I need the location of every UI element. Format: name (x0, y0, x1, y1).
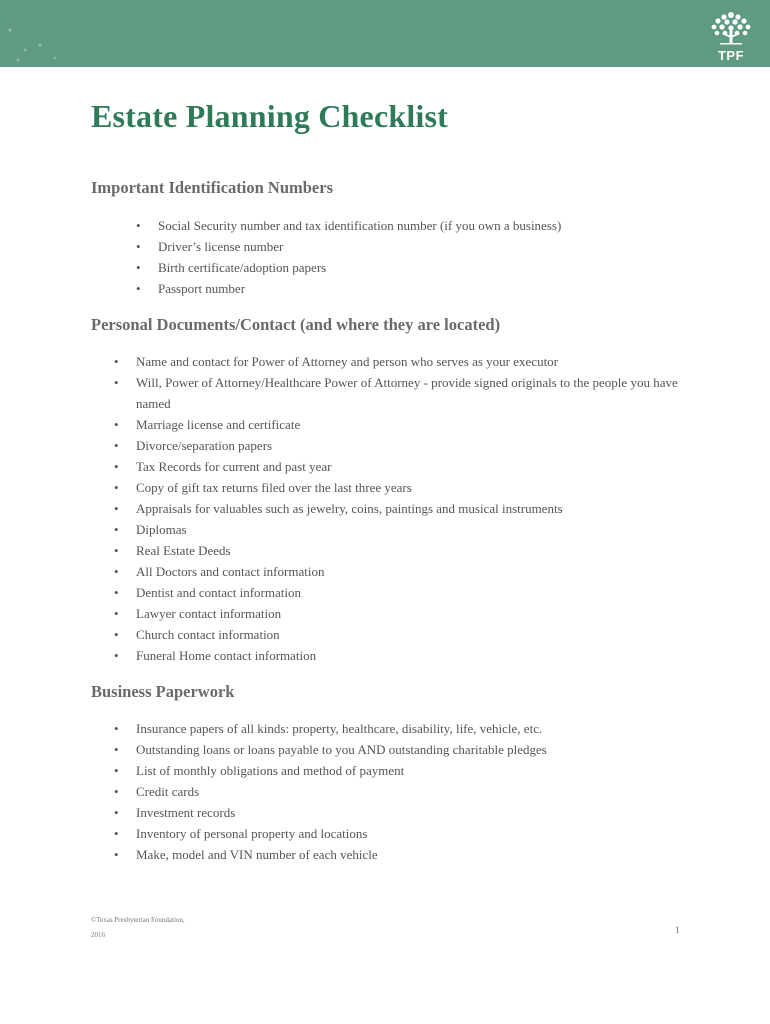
bullet-icon: • (114, 417, 119, 432)
bullet-icon: • (136, 218, 141, 233)
bullet-icon: • (114, 585, 119, 600)
list-item: • Outstanding loans or loans payable to you AND outstanding charitable pledges (136, 739, 696, 760)
list-item: • Name and contact for Power of Attorney and person who serves as your executor (136, 351, 696, 372)
bullet-icon: • (114, 648, 119, 663)
bullet-icon: • (114, 501, 119, 516)
list-item: • List of monthly obligations and method of payment (136, 760, 696, 781)
business-paperwork-list (114, 718, 696, 865)
list-item: • Passport number (158, 278, 718, 299)
bullet-icon: • (136, 281, 141, 296)
bullet-icon: • (114, 459, 119, 474)
bullet-icon: • (114, 784, 119, 799)
bullet-icon: • (136, 239, 141, 254)
bullet-icon: • (114, 522, 119, 537)
header-banner (0, 0, 770, 67)
list-item: • Driver’s license number (158, 236, 718, 257)
bullet-icon: • (114, 763, 119, 778)
list-item: • Investment records (136, 802, 696, 823)
list-item: • Appraisals for valuables such as jewelry, coins, paintings and musical instruments (136, 498, 696, 519)
list-item: • All Doctors and contact information (136, 561, 696, 582)
list-item: • Inventory of personal property and locations (136, 823, 696, 844)
list-item: • Marriage license and certificate (136, 414, 696, 435)
bullet-icon: • (114, 826, 119, 841)
bullet-icon: • (114, 438, 119, 453)
page-title: Estate Planning Checklist (91, 98, 449, 134)
bullet-icon: • (114, 606, 119, 621)
personal-documents-list (114, 351, 696, 666)
copyright-text: ©Texas Presbyterian Foundation, (91, 916, 185, 924)
logo-text: TPF (717, 48, 745, 63)
copyright-year: 2016 (91, 931, 105, 939)
bullet-icon: • (114, 721, 119, 736)
section-heading: Personal Documents/Contact (and where they are located) (91, 315, 501, 334)
id-numbers-list (136, 215, 718, 299)
list-item: • Make, model and VIN number of each vehicle (136, 844, 696, 865)
page-number: 1 (675, 925, 680, 935)
section-heading: Important Identification Numbers (91, 178, 333, 197)
list-item: • Funeral Home contact information (136, 645, 696, 666)
list-item: • Tax Records for current and past year (136, 456, 696, 477)
banner-texture (0, 0, 70, 67)
list-item: • Will, Power of Attorney/Healthcare Power of Attorney - provide signed originals to the people you have named (136, 372, 696, 414)
bullet-icon: • (114, 847, 119, 862)
list-item: • Credit cards (136, 781, 696, 802)
list-item: • Birth certificate/adoption papers (158, 257, 718, 278)
tree-icon (706, 8, 756, 52)
bullet-icon: • (114, 543, 119, 558)
list-item: • Real Estate Deeds (136, 540, 696, 561)
bullet-icon: • (114, 564, 119, 579)
tpf-logo (706, 8, 756, 64)
list-item: • Dentist and contact information (136, 582, 696, 603)
bullet-icon: • (114, 627, 119, 642)
bullet-icon: • (114, 742, 119, 757)
list-item: • Lawyer contact information (136, 603, 696, 624)
footer-copyright (91, 913, 185, 943)
list-item: • Diplomas (136, 519, 696, 540)
bullet-icon: • (114, 805, 119, 820)
list-item: • Church contact information (136, 624, 696, 645)
section-heading: Business Paperwork (91, 682, 235, 701)
list-item: • Social Security number and tax identification number (if you own a business) (158, 215, 718, 236)
list-item: • Divorce/separation papers (136, 435, 696, 456)
bullet-icon: • (136, 260, 141, 275)
list-item: • Insurance papers of all kinds: property, healthcare, disability, life, vehicle, etc. (136, 718, 696, 739)
bullet-icon: • (114, 480, 119, 495)
bullet-icon: • (114, 354, 119, 369)
bullet-icon: • (114, 375, 119, 390)
list-item: • Copy of gift tax returns filed over the last three years (136, 477, 696, 498)
